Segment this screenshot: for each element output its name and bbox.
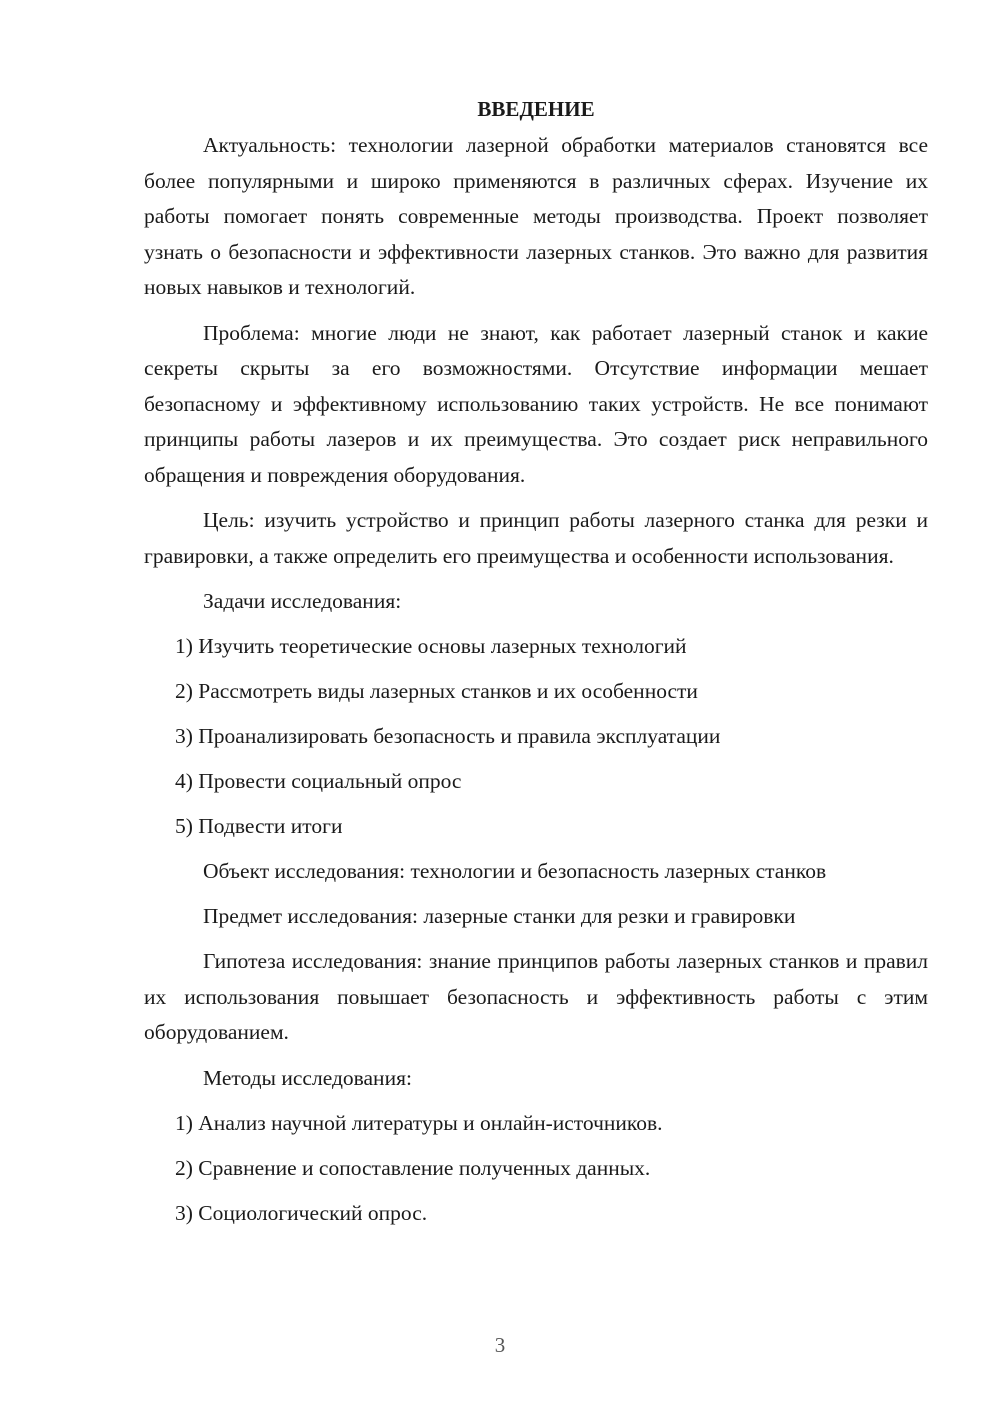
task-item: 5) Подвести итоги xyxy=(175,814,343,838)
task-item: 3) Проанализировать безопасность и правила эксплуатации xyxy=(175,724,721,748)
goal-paragraph: Цель: изучить устройство и принцип работы лазерного станка для резки и гравировки, а также определить его преимущества и особенности использования. xyxy=(144,508,928,568)
method-item: 3) Социологический опрос. xyxy=(175,1200,428,1225)
tasks-heading: Задачи исследования: xyxy=(203,589,402,613)
page-number: 3 xyxy=(494,1333,506,1357)
method-item: 1) Анализ научной литературы и онлайн-источников. xyxy=(175,1110,663,1135)
hypothesis-paragraph: Гипотеза исследования: знание принципов работы лазерных станков и правил их использования повышает безопасность и эффективность работы с этим оборудованием. xyxy=(144,949,928,1044)
section-title: ВВЕДЕНИЕ xyxy=(477,97,595,121)
methods-heading: Методы исследования: xyxy=(203,1065,412,1090)
task-item: 1) Изучить теоретические основы лазерных технологий xyxy=(175,634,687,658)
subject-line: Предмет исследования: лазерные станки для резки и гравировки xyxy=(203,904,796,928)
task-item: 4) Провести социальный опрос xyxy=(175,769,462,793)
tasks-list xyxy=(144,629,928,844)
document-body xyxy=(144,92,928,1231)
problem-paragraph: Проблема: многие люди не знают, как работает лазерный станок и какие секреты скрыты за его возможностями. Отсутствие информации мешает безопасному и эффективному использованию таких устройств. Не все понимают принципы работы лазеров и их преимущества. Это создает риск неправильного обращения и повреждения оборудования. xyxy=(144,320,928,487)
task-item: 2) Рассмотреть виды лазерных станков и их особенности xyxy=(175,679,698,703)
relevance-paragraph: Актуальность: технологии лазерной обработки материалов становятся все более популярными и широко применяются в различных сферах. Изучение их работы помогает понять современные методы производства. Проект позволяет узнать о безопасности и эффективности лазерных станков. Это важно для развития новых навыков и технологий. xyxy=(144,133,928,299)
method-item: 2) Сравнение и сопоставление полученных данных. xyxy=(175,1155,651,1180)
methods-list xyxy=(144,1106,928,1231)
object-line: Объект исследования: технологии и безопасность лазерных станков xyxy=(203,859,827,883)
